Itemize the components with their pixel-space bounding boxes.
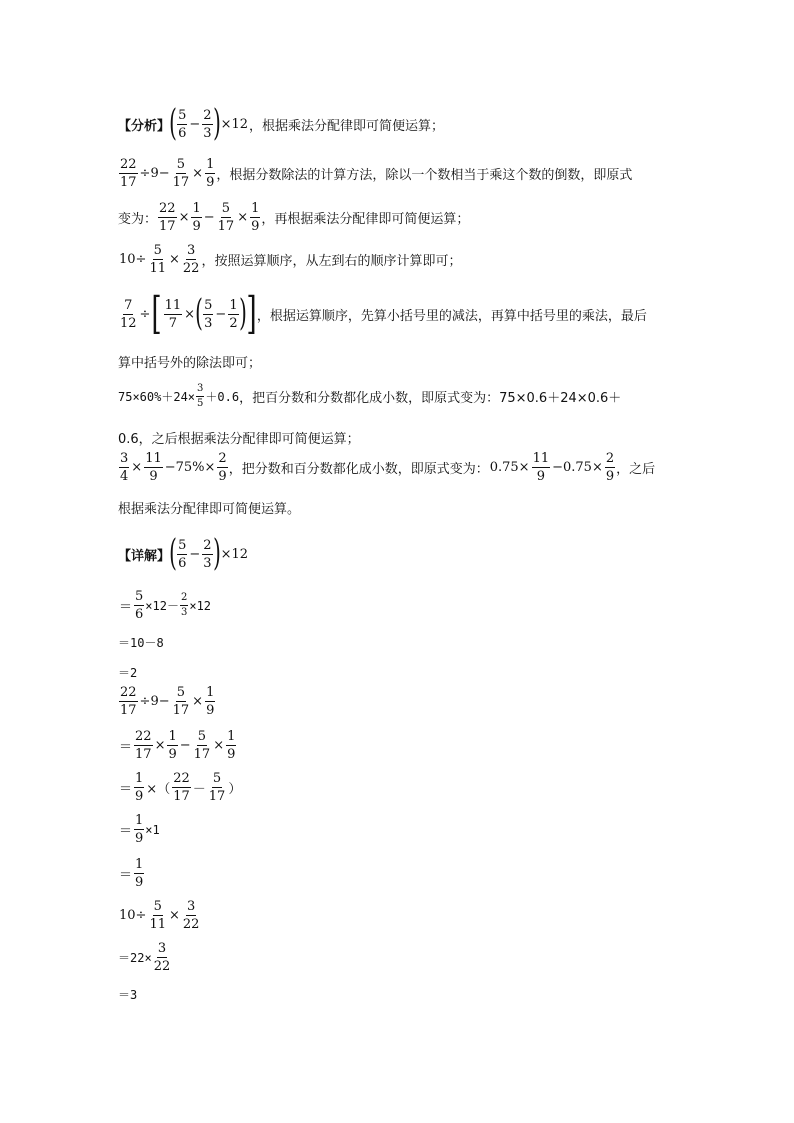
analysis-text-1: ，根据乘法分配律即可简便运算；	[249, 118, 445, 134]
analysis-text-2: ，根据分数除法的计算方法，除以一个数相当于乘这个数的倒数，即原式	[216, 168, 633, 183]
detail-step-9	[118, 986, 137, 1003]
analysis-text-10: 根据乘法分配律即可简便运算。	[118, 502, 301, 517]
analysis-text-3b: ，再根据乘法分配律即可简便运算；	[261, 212, 470, 227]
analysis-line-4: 10÷ $\frac{5}{11}$ × $\frac{3}{22}$ ，按照运算顺序，从左到右的顺序计算即可；	[119, 243, 462, 276]
detail-step-8: ＝22× $\frac{3}{22}$	[118, 941, 171, 974]
analysis-text-3a: 变为：	[118, 212, 158, 227]
detail-expr-2: $\frac{22}{17}$ ÷9− $\frac{5}{17}$ × $\frac{1}{9}$	[120, 685, 215, 718]
detail-line-1: 【详解】 ( $\frac{5}{6}$ − $\frac{2}{3}$ ) ×12	[118, 533, 249, 574]
analysis-text-6: 算中括号外的除法即可；	[118, 356, 262, 371]
detail-step-3	[118, 664, 137, 681]
analysis-line-2: $\frac{22}{17}$ ÷9− $\frac{5}{17}$ × $\frac{1}{9}$ ，根据分数除法的计算方法，除以一个数相当于乘这个数的倒数，即原式	[120, 157, 633, 190]
analysis-text-4: ，按照运算顺序，从左到右的顺序计算即可；	[201, 254, 462, 269]
detail-step-5: ＝ $\frac{1}{9}$ ×（ $\frac{22}{17}$ － $\frac{5}{17}$ ）	[119, 771, 242, 804]
analysis-line-7: 75×60%＋24× $\frac{3}{5}$ ＋0.6 ，把百分数和分数都化成小数，即原式变为：75×0.6＋24×0.6＋	[118, 383, 622, 409]
detail-step-8-text: ＝22×	[118, 951, 152, 965]
analysis-line-3: 变为： $\frac{22}{17}$ × $\frac{1}{9}$ − $\frac{5}{17}$ × $\frac{1}{9}$ ，再根据乘法分配律即可简便运算；	[118, 201, 470, 234]
analysis-text-9a: ，把分数和百分数都化成小数，即原式变为：	[228, 462, 489, 477]
detail-step-1: ＝ $\frac{5}{6}$ ×12－ $\frac{2}{3}$ ×12	[119, 589, 212, 622]
detail-step-9-text: ＝3	[118, 988, 138, 1002]
analysis-line-10	[118, 498, 300, 517]
detail-step-2	[118, 634, 164, 651]
analysis-line-1: 【分析】 ( $\frac{5}{6}$ − $\frac{2}{3}$ ) ×12 ，根据乘法分配律即可简便运算；	[118, 103, 445, 144]
analysis-line-6	[118, 352, 261, 371]
detail-step-4: ＝ $\frac{22}{17}$ × $\frac{1}{9}$ − $\frac{5}{17}$ × $\frac{1}{9}$	[119, 729, 236, 762]
analysis-text-5: ，根据运算顺序，先算小括号里的减法，再算中括号里的乘法，最后	[256, 308, 647, 324]
detail-step-3-text: ＝2	[118, 666, 138, 680]
detail-step-2-text: ＝10－8	[118, 636, 164, 650]
detail-step-7: ＝ $\frac{1}{9}$	[119, 857, 144, 890]
analysis-text-8: 0.6，之后根据乘法分配律即可简便运算；	[118, 432, 360, 447]
detail-step-6: ＝ $\frac{1}{9}$ ×1	[119, 813, 160, 846]
detail-label: 【详解】	[118, 548, 171, 564]
analysis-label: 【分析】	[118, 118, 171, 134]
analysis-text-9b: ，之后	[616, 462, 656, 477]
analysis-line-8	[118, 428, 360, 447]
detail-expr-3: 10÷ $\frac{5}{11}$ × $\frac{3}{22}$	[119, 899, 200, 932]
analysis-text-7: ，把百分数和分数都化成小数，即原式变为：75×0.6＋24×0.6＋	[239, 391, 622, 406]
analysis-line-9: $\frac{3}{4}$ × $\frac{11}{9}$ −75%× $\frac{2}{9}$ ，把分数和百分数都化成小数，即原式变为： 0.75× $\frac{11}{9}$ −0.75× $\frac{2}{9}$ ，之后	[120, 451, 656, 484]
analysis-line-5: $\frac{7}{12}$ ÷ [ $\frac{11}{7}$ × ( $\frac{5}{3}$ − $\frac{1}{2}$ ) ] ，根据运算顺序，先算小括号里的减法，再算中括号里的乘法，最后	[120, 288, 647, 339]
